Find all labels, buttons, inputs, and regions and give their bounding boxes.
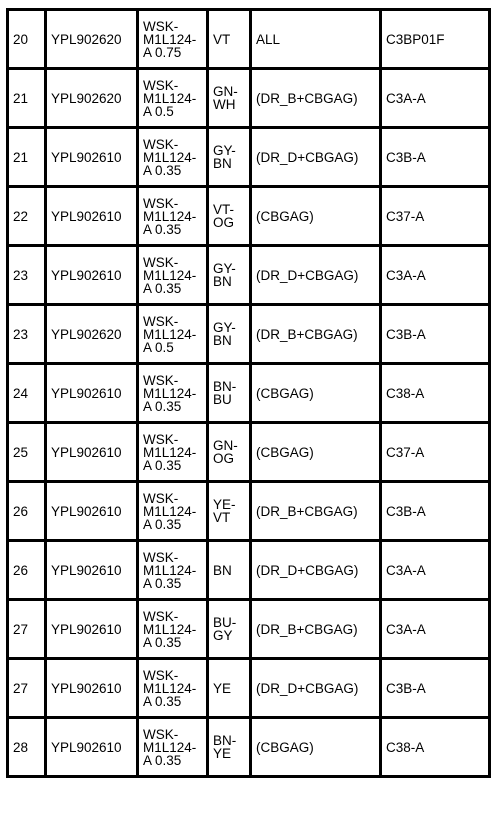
table-row bbox=[8, 69, 490, 128]
wire-spec-line: M1L124- bbox=[143, 444, 197, 460]
wire-color-line: BN bbox=[213, 274, 232, 289]
wire-spec-cell bbox=[138, 600, 208, 659]
wire-spec-line: M1L124- bbox=[143, 739, 197, 755]
table-row bbox=[8, 600, 490, 659]
wire-spec-cell bbox=[138, 364, 208, 423]
wire-spec-cell bbox=[138, 69, 208, 128]
wire-color-line: YE bbox=[213, 746, 232, 761]
circuit-cell: (DR_B+CBGAG) bbox=[251, 482, 381, 541]
part-number-cell: YPL902610 bbox=[46, 718, 138, 777]
circuit-cell: (CBGAG) bbox=[251, 423, 381, 482]
wire-spec-line: WSK- bbox=[143, 372, 179, 388]
table-row bbox=[8, 482, 490, 541]
circuit-cell: (DR_B+CBGAG) bbox=[251, 69, 381, 128]
part-number-cell: YPL902610 bbox=[46, 364, 138, 423]
circuit-cell: (DR_D+CBGAG) bbox=[251, 128, 381, 187]
connector-cell: C38-A bbox=[381, 718, 490, 777]
wire-color-line: BN bbox=[213, 333, 232, 348]
wire-spec-line: M1L124- bbox=[143, 90, 197, 106]
table-row bbox=[8, 246, 490, 305]
part-number-cell: YPL902610 bbox=[46, 541, 138, 600]
part-number-cell: YPL902620 bbox=[46, 10, 138, 69]
table-row bbox=[8, 659, 490, 718]
wire-spec-cell bbox=[138, 423, 208, 482]
wire-color-line: VT bbox=[213, 510, 231, 525]
table-row bbox=[8, 128, 490, 187]
table-row bbox=[8, 10, 490, 69]
wire-number-cell: 25 bbox=[8, 423, 46, 482]
wire-color-line: YE- bbox=[213, 497, 236, 512]
connector-cell: C3A-A bbox=[381, 69, 490, 128]
table-row bbox=[8, 364, 490, 423]
connector-cell: C3B-A bbox=[381, 659, 490, 718]
part-number-cell: YPL902610 bbox=[46, 246, 138, 305]
wire-spec-line: M1L124- bbox=[143, 31, 197, 47]
wire-color-cell bbox=[208, 10, 251, 69]
wire-spec-line: M1L124- bbox=[143, 326, 197, 342]
wire-color-line: GY- bbox=[213, 143, 236, 158]
wire-color-cell bbox=[208, 128, 251, 187]
wire-number-cell: 26 bbox=[8, 482, 46, 541]
wire-color-line: VT bbox=[213, 31, 231, 47]
wire-spec-line: M1L124- bbox=[143, 562, 197, 578]
wire-color-line: BN- bbox=[213, 379, 237, 394]
wire-color-cell bbox=[208, 718, 251, 777]
wire-number-cell: 27 bbox=[8, 600, 46, 659]
connector-cell: C37-A bbox=[381, 423, 490, 482]
wire-color-line: GN- bbox=[213, 438, 238, 453]
circuit-cell: ALL bbox=[251, 10, 381, 69]
connector-cell: C3A-A bbox=[381, 246, 490, 305]
wire-spec-line: WSK- bbox=[143, 726, 179, 742]
wire-spec-line: WSK- bbox=[143, 254, 179, 270]
table-row bbox=[8, 305, 490, 364]
wire-spec-line: M1L124- bbox=[143, 267, 197, 283]
wire-spec-line: M1L124- bbox=[143, 385, 197, 401]
wire-spec-line: WSK- bbox=[143, 313, 179, 329]
wire-color-line: BN bbox=[213, 562, 232, 578]
circuit-cell: (DR_B+CBGAG) bbox=[251, 305, 381, 364]
wire-spec-cell bbox=[138, 482, 208, 541]
circuit-cell: (DR_B+CBGAG) bbox=[251, 600, 381, 659]
part-number-cell: YPL902610 bbox=[46, 659, 138, 718]
wire-color-cell bbox=[208, 69, 251, 128]
wire-spec-line: A 0.35 bbox=[143, 575, 182, 591]
wire-color-cell bbox=[208, 659, 251, 718]
wire-spec-line: M1L124- bbox=[143, 503, 197, 519]
wire-number-cell: 24 bbox=[8, 364, 46, 423]
part-number-cell: YPL902620 bbox=[46, 69, 138, 128]
wire-spec-line: WSK- bbox=[143, 136, 179, 152]
wire-spec-line: M1L124- bbox=[143, 680, 197, 696]
wire-color-cell bbox=[208, 600, 251, 659]
wire-spec-cell bbox=[138, 128, 208, 187]
wire-spec-line: A 0.35 bbox=[143, 221, 182, 237]
connector-cell: C37-A bbox=[381, 187, 490, 246]
wire-color-cell bbox=[208, 246, 251, 305]
wire-spec-line: A 0.5 bbox=[143, 339, 174, 355]
wire-spec-line: WSK- bbox=[143, 431, 179, 447]
connector-cell: C3BP01F bbox=[381, 10, 490, 69]
wire-list-body bbox=[8, 10, 490, 777]
wire-spec-cell bbox=[138, 541, 208, 600]
wire-spec-line: WSK- bbox=[143, 549, 179, 565]
circuit-cell: (CBGAG) bbox=[251, 718, 381, 777]
connector-cell: C3A-A bbox=[381, 600, 490, 659]
wire-number-cell: 27 bbox=[8, 659, 46, 718]
wire-number-cell: 21 bbox=[8, 128, 46, 187]
wire-color-line: BU- bbox=[213, 615, 237, 630]
wire-color-cell bbox=[208, 423, 251, 482]
wire-color-line: OG bbox=[213, 451, 235, 466]
table-row bbox=[8, 541, 490, 600]
wire-color-line: WH bbox=[213, 97, 236, 112]
part-number-cell: YPL902610 bbox=[46, 423, 138, 482]
wire-color-line: OG bbox=[213, 215, 235, 230]
wire-number-cell: 26 bbox=[8, 541, 46, 600]
wire-spec-line: A 0.35 bbox=[143, 457, 182, 473]
wire-spec-line: M1L124- bbox=[143, 621, 197, 637]
wire-spec-line: A 0.35 bbox=[143, 693, 182, 709]
part-number-cell: YPL902610 bbox=[46, 482, 138, 541]
wire-spec-line: M1L124- bbox=[143, 149, 197, 165]
wire-color-line: GY bbox=[213, 628, 233, 643]
wire-number-cell: 20 bbox=[8, 10, 46, 69]
wire-number-cell: 22 bbox=[8, 187, 46, 246]
wire-color-line: GY- bbox=[213, 261, 236, 276]
wire-spec-line: A 0.35 bbox=[143, 162, 182, 178]
circuit-cell: (DR_D+CBGAG) bbox=[251, 659, 381, 718]
connector-cell: C38-A bbox=[381, 364, 490, 423]
wire-spec-cell bbox=[138, 246, 208, 305]
wire-color-cell bbox=[208, 187, 251, 246]
wire-spec-line: A 0.5 bbox=[143, 103, 174, 119]
circuit-cell: (DR_D+CBGAG) bbox=[251, 541, 381, 600]
wire-spec-line: A 0.35 bbox=[143, 752, 182, 768]
wire-spec-cell bbox=[138, 187, 208, 246]
wire-color-line: GY- bbox=[213, 320, 236, 335]
wire-list-table bbox=[6, 8, 491, 778]
wire-color-line: GN- bbox=[213, 84, 238, 99]
wire-spec-line: WSK- bbox=[143, 490, 179, 506]
part-number-cell: YPL902610 bbox=[46, 128, 138, 187]
wire-color-cell bbox=[208, 541, 251, 600]
wire-number-cell: 23 bbox=[8, 305, 46, 364]
wire-spec-line: A 0.35 bbox=[143, 280, 182, 296]
wire-color-cell bbox=[208, 364, 251, 423]
wire-color-line: BU bbox=[213, 392, 232, 407]
wire-spec-line: WSK- bbox=[143, 667, 179, 683]
connector-cell: C3A-A bbox=[381, 541, 490, 600]
wire-spec-line: A 0.35 bbox=[143, 516, 182, 532]
wire-number-cell: 21 bbox=[8, 69, 46, 128]
wire-color-line: VT- bbox=[213, 202, 235, 217]
table-row bbox=[8, 718, 490, 777]
wire-spec-line: M1L124- bbox=[143, 208, 197, 224]
wire-spec-line: WSK- bbox=[143, 18, 179, 34]
circuit-cell: (CBGAG) bbox=[251, 364, 381, 423]
wire-color-cell bbox=[208, 305, 251, 364]
wire-spec-cell bbox=[138, 305, 208, 364]
wire-number-cell: 23 bbox=[8, 246, 46, 305]
circuit-cell: (CBGAG) bbox=[251, 187, 381, 246]
circuit-cell: (DR_D+CBGAG) bbox=[251, 246, 381, 305]
wire-spec-line: A 0.35 bbox=[143, 398, 182, 414]
wire-spec-line: WSK- bbox=[143, 77, 179, 93]
wire-spec-line: WSK- bbox=[143, 608, 179, 624]
connector-cell: C3B-A bbox=[381, 482, 490, 541]
wire-color-line: BN- bbox=[213, 733, 237, 748]
wire-spec-line: A 0.35 bbox=[143, 634, 182, 650]
connector-cell: C3B-A bbox=[381, 128, 490, 187]
wire-spec-cell bbox=[138, 718, 208, 777]
part-number-cell: YPL902610 bbox=[46, 600, 138, 659]
wire-color-line: BN bbox=[213, 156, 232, 171]
part-number-cell: YPL902620 bbox=[46, 305, 138, 364]
part-number-cell: YPL902610 bbox=[46, 187, 138, 246]
wire-spec-cell bbox=[138, 659, 208, 718]
wire-number-cell: 28 bbox=[8, 718, 46, 777]
wire-spec-cell bbox=[138, 10, 208, 69]
wire-color-cell bbox=[208, 482, 251, 541]
wire-color-line: YE bbox=[213, 680, 232, 696]
wire-spec-line: WSK- bbox=[143, 195, 179, 211]
table-row bbox=[8, 187, 490, 246]
wire-spec-line: A 0.75 bbox=[143, 44, 182, 60]
connector-cell: C3B-A bbox=[381, 305, 490, 364]
table-row bbox=[8, 423, 490, 482]
